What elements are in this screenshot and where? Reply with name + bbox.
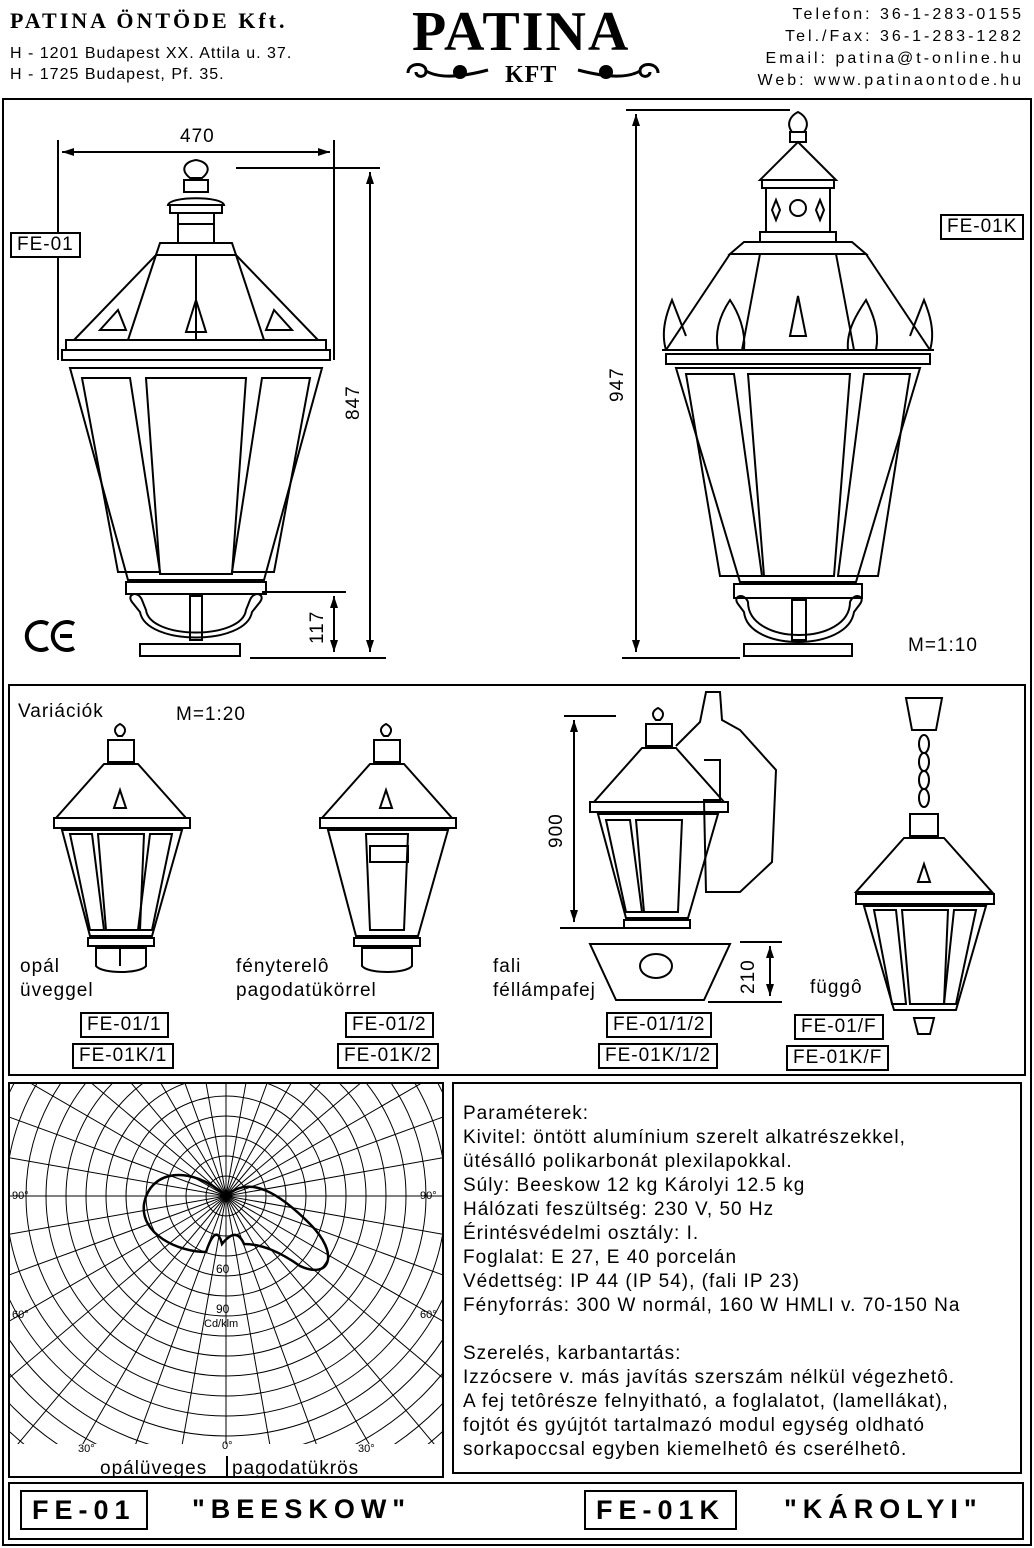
variation-3-code-2: FE-01K/1/2 (598, 1043, 718, 1069)
polar-label-60-left: 60° (12, 1309, 29, 1321)
email: Email: patina@t-online.hu (765, 50, 1024, 67)
company-name: PATINA ÖNTÖDE Kft. (10, 8, 288, 33)
polar-caption-divider (226, 1456, 228, 1478)
main-scale: M=1:10 (908, 635, 978, 656)
dim-wall-height: 900 (546, 813, 567, 848)
variation-1-line-2: üveggel (20, 980, 94, 1001)
param-line: fojtót és gyújtót tartalmazó modul egység oldható (463, 1415, 925, 1436)
variation-4-code-2: FE-01K/F (786, 1045, 889, 1071)
polar-ring-60: 60 (216, 1262, 230, 1276)
variation-2-code-1: FE-01/2 (345, 1012, 434, 1038)
polar-label-90-right: 90° (420, 1190, 437, 1202)
polar-caption-right: pagodatükrös (232, 1458, 360, 1479)
variation-2-code-2: FE-01K/2 (337, 1043, 439, 1069)
logo-main: PATINA (412, 1, 631, 63)
footer-name-beeskow: "BEESKOW" (192, 1494, 412, 1524)
polar-label-30-left: 30° (78, 1443, 95, 1455)
polar-ray (0, 1196, 226, 1401)
param-line: Védettség: IP 44 (IP 54), (fali IP 23) (463, 1271, 800, 1292)
param-line: Izzócsere v. más javítás szerszám nélkül végezhetô. (463, 1367, 956, 1388)
variation-3-line-2: féllámpafej (493, 980, 596, 1001)
lamp-wall-icon (560, 692, 782, 1002)
variation-1-code-2: FE-01K/1 (72, 1043, 174, 1069)
phone: Telefon: 36-1-283-0155 (792, 6, 1024, 23)
fax: Tel./Fax: 36-1-283-1282 (785, 28, 1024, 45)
website: Web: www.patinaontode.hu (757, 72, 1024, 89)
variation-4-code-1: FE-01/F (794, 1014, 884, 1040)
polar-label-60-right: 60° (420, 1309, 437, 1321)
param-line: Paraméterek: (463, 1103, 590, 1124)
param-line: Súly: Beeskow 12 kg Károlyi 12.5 kg (463, 1175, 806, 1196)
variation-3-code-1: FE-01/1/2 (606, 1012, 712, 1038)
dim-width: 470 (180, 126, 215, 147)
address-line-1: H - 1201 Budapest XX. Attila u. 37. (10, 45, 293, 62)
variation-4-line-1: függô (810, 977, 863, 998)
param-line: Szerelés, karbantartás: (463, 1343, 682, 1364)
param-line: Kivitel: öntött alumínium szerelt alkatrészekkel, (463, 1127, 906, 1148)
lamp-pendant-icon (856, 698, 994, 1034)
param-line: A fej tetôrésze felnyitható, a foglalatot, (lamellákat), (463, 1391, 949, 1412)
footer-name-karolyi: "KÁROLYI" (784, 1494, 983, 1524)
variations-title: Variációk (18, 701, 104, 722)
polar-label-0: 0° (222, 1440, 233, 1452)
variation-1-code-1: FE-01/1 (80, 1012, 169, 1038)
variations-scale: M=1:20 (176, 704, 246, 725)
param-line: Fényforrás: 300 W normál, 160 W HMLI v. 70-150 Na (463, 1295, 961, 1316)
variation-3-line-1: fali (493, 956, 522, 977)
polar-ray (0, 1092, 226, 1196)
param-line: ütésálló polikarbonát plexilapokkal. (463, 1151, 793, 1172)
polar-unit: Cd/klm (204, 1318, 239, 1330)
variation-2-line-2: pagodatükörrel (236, 980, 377, 1001)
dim-height-fe01k: 947 (607, 367, 628, 402)
model-label-fe01k: FE-01K (940, 214, 1024, 240)
polar-ray (0, 1196, 226, 1300)
polar-caption-left: opálüveges (100, 1458, 208, 1479)
footer-code-fe01k: FE-01K (584, 1490, 737, 1530)
dim-wall-base: 210 (738, 959, 759, 994)
dim-base: 117 (307, 610, 328, 644)
parameters-text (463, 1102, 960, 1462)
lamp-opal-icon (54, 724, 190, 972)
polar-ring-90: 90 (216, 1302, 230, 1316)
param-line: sorkapoccsal egyben kiemelhetô és cserélhetô. (463, 1439, 908, 1460)
polar-label-90-left: 90° (12, 1190, 29, 1202)
model-label-fe01: FE-01 (10, 232, 81, 258)
variation-2-line-1: fényterelô (236, 956, 330, 977)
footer-code-fe01: FE-01 (20, 1490, 148, 1530)
param-line: Hálózati feszültség: 230 V, 50 Hz (463, 1199, 775, 1220)
variation-1-line-1: opál (20, 956, 60, 977)
logo-sub: KFT (505, 62, 558, 88)
param-line: Foglalat: E 27, E 40 porcelán (463, 1247, 738, 1268)
polar-label-30-right: 30° (358, 1443, 375, 1455)
dim-height-fe01: 847 (343, 385, 364, 420)
lamp-pagoda-icon (320, 724, 456, 972)
param-line (463, 1318, 960, 1342)
address-line-2: H - 1725 Budapest, Pf. 35. (10, 66, 225, 83)
param-line: Érintésvédelmi osztály: I. (463, 1223, 700, 1244)
